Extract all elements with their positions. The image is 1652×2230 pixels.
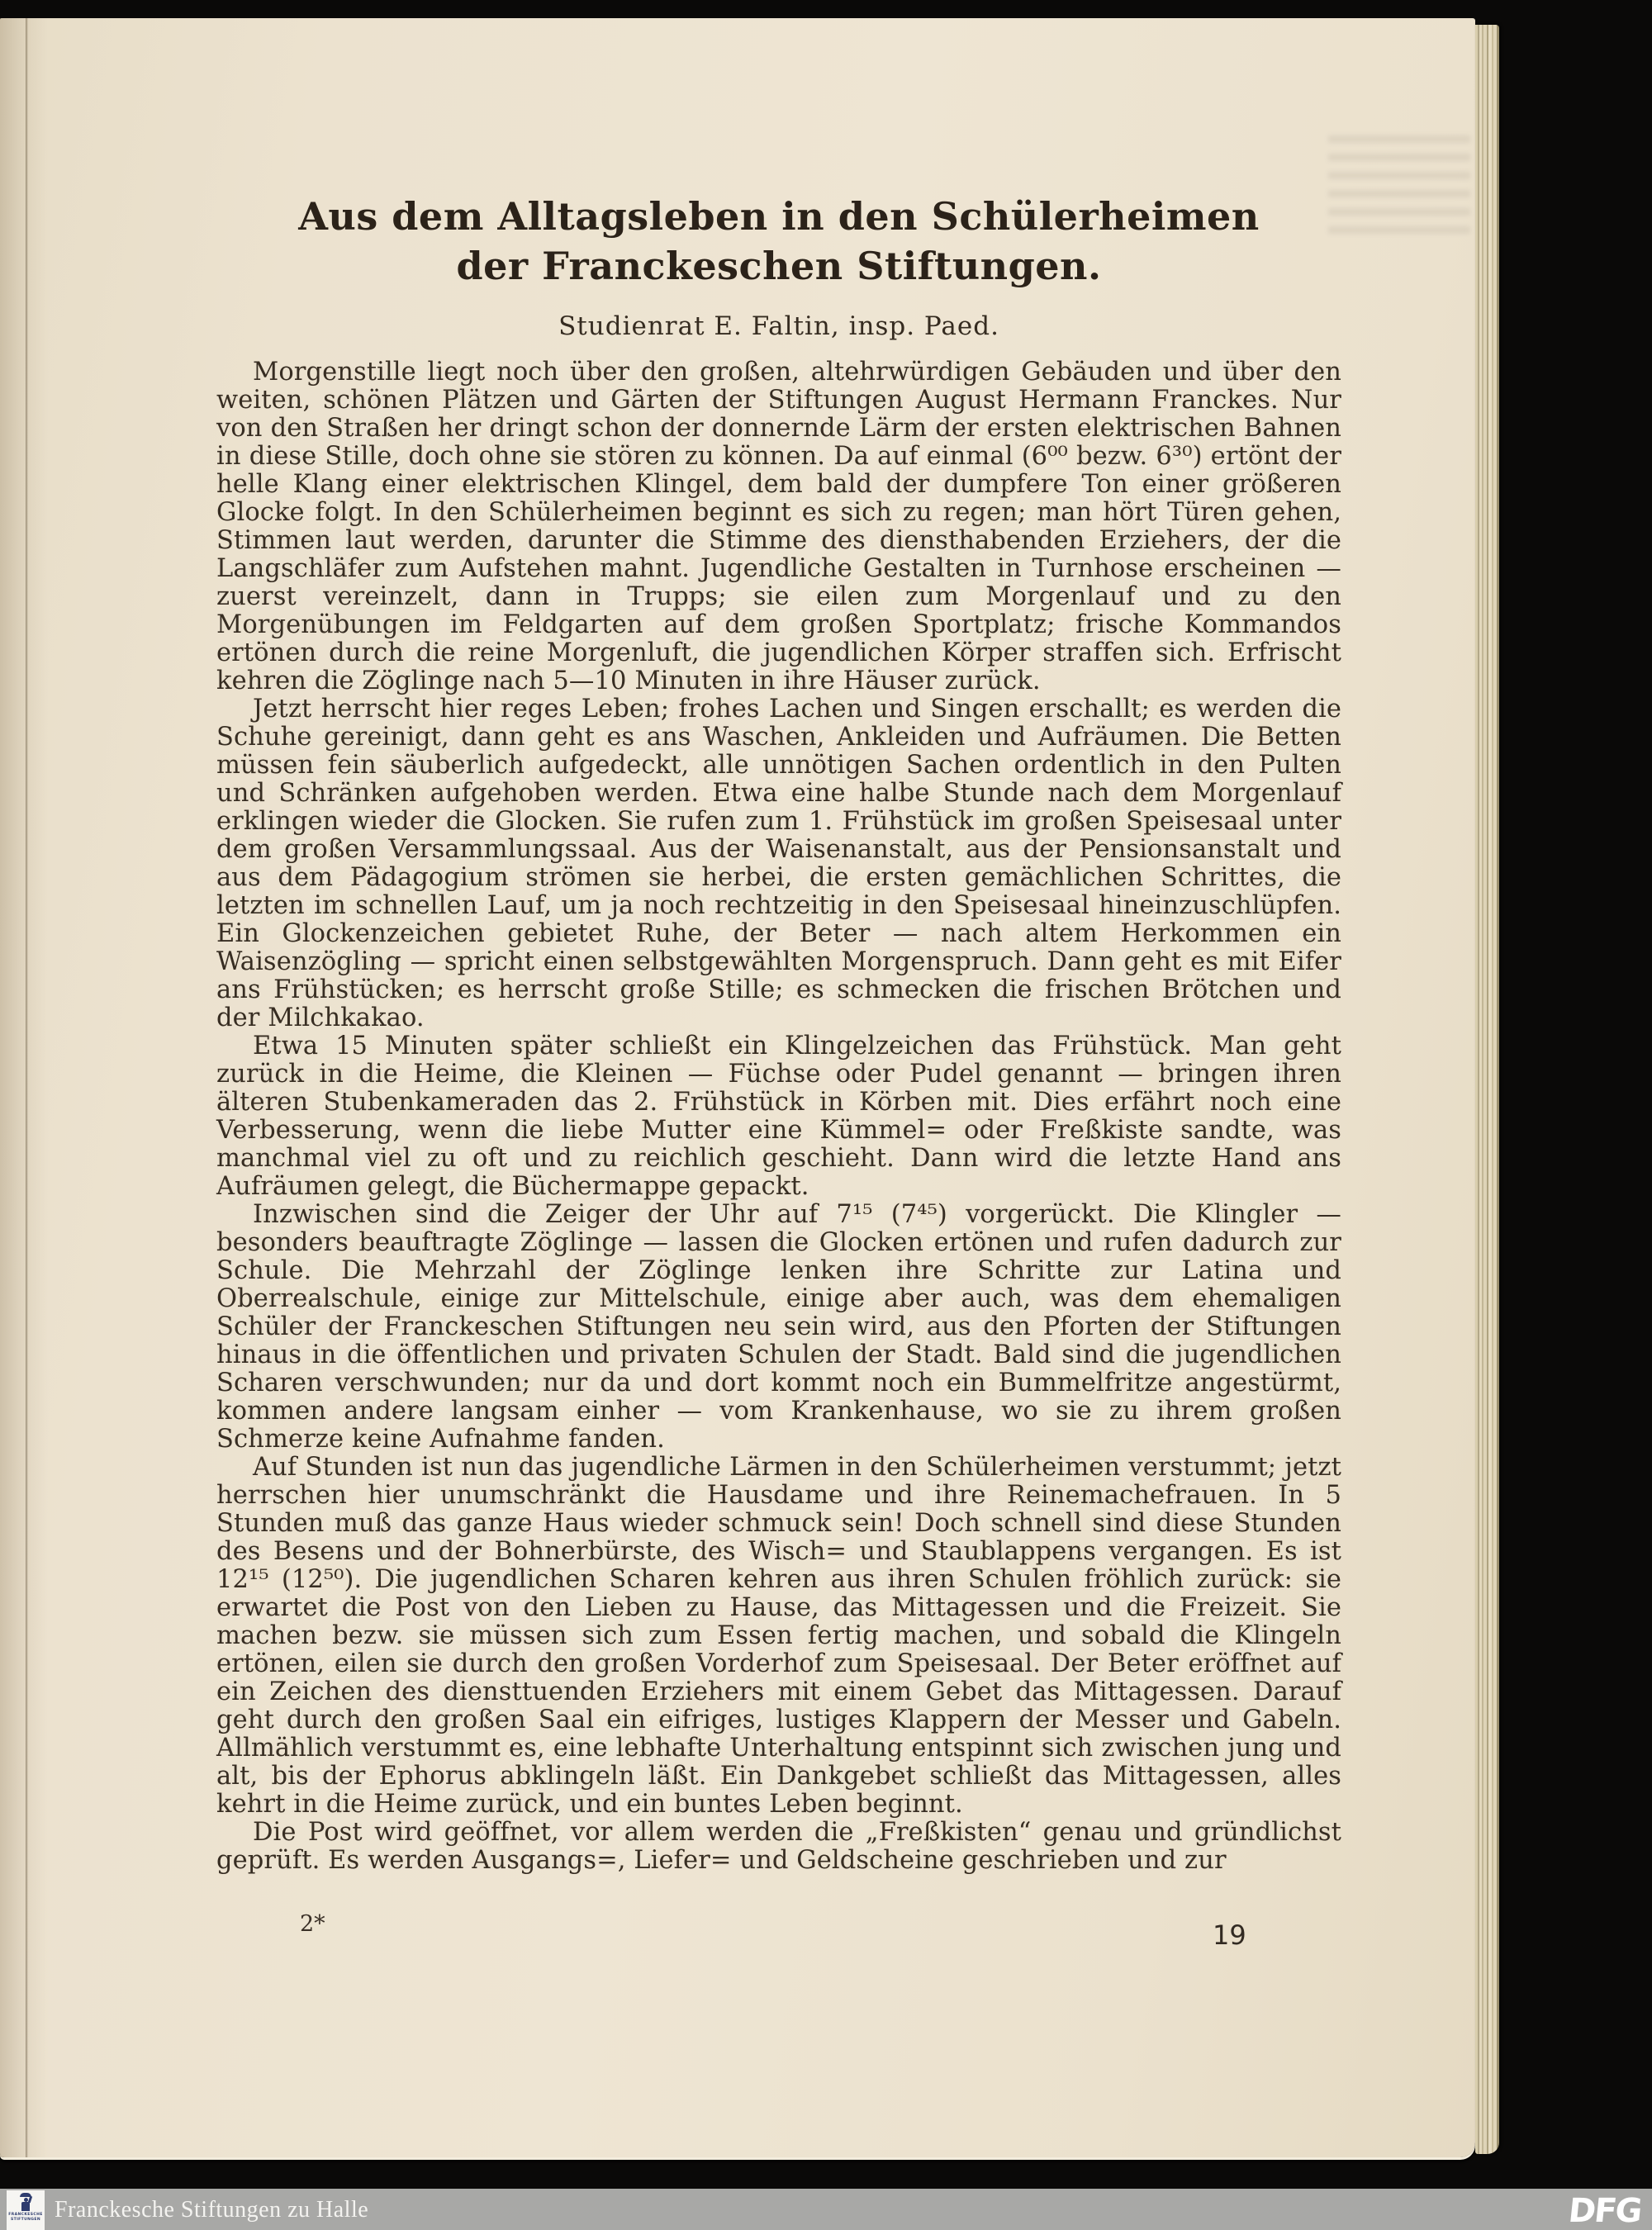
body-paragraph: Etwa 15 Minuten später schließt ein Klingelzeichen das Frühstück. Man geht zurück in die Heime, die Kleinen — Füchse oder Pudel genannt — bringen ihren älteren Stubenkameraden das 2. Frühstück in Körben mit. Dies erfährt noch eine Verbesserung, wenn die liebe Mutter eine Kümmel= oder Freßkiste sandte, was manchmal viel zu oft und zu reichlich geschieht. Dann wird die letzte Hand ans Aufräumen gelegt, die Büchermappe gepackt.: [216, 1032, 1341, 1201]
page-title: [216, 192, 1341, 291]
institution-label: Franckesche Stiftungen zu Halle: [55, 2197, 369, 2223]
institution-logo-caption-line-2: STIFTUNGEN: [10, 2217, 41, 2222]
body-text: [216, 358, 1341, 1875]
viewer-footer-bar: [0, 2189, 1652, 2230]
page-number: 19: [1213, 1919, 1246, 1951]
book-page-edges: [1475, 25, 1499, 2154]
page-title-line-1: Aus dem Alltagsleben in den Schülerheimen: [298, 194, 1260, 239]
page-title-line-2: der Franckeschen Stiftungen.: [456, 244, 1102, 288]
institution-logo: [7, 2190, 45, 2230]
body-paragraph: Die Post wird geöffnet, vor allem werden die „Freßkisten“ genau und gründlichst geprüft. Es werden Ausgangs=, Liefer= und Geldscheine geschrieben und zur: [216, 1818, 1341, 1875]
book-page-scan: [0, 18, 1475, 2157]
francke-statue-icon: [19, 2193, 32, 2211]
body-paragraph: Inzwischen sind die Zeiger der Uhr auf 7¹⁵ (7⁴⁵) vorgerückt. Die Klingler — besonders beauftragte Zöglinge — lassen die Glocken ertönen und rufen dadurch zur Schule. Die Mehrzahl der Zöglinge lenken ihre Schritte zur Latina und Oberrealschule, einige zur Mittelschule, einige aber auch, was dem ehemaligen Schüler der Franckeschen Stiftungen neu sein wird, aus den Pforten der Stiftungen hinaus in die öffentlichen und privaten Schulen der Stadt. Bald sind die jugendlichen Scharen verschwunden; nur da und dort kommt noch ein Bummelfritze angestürmt, kommen andere langsam einher — vom Krankenhause, wo sie zu ihrem großen Schmerze keine Aufnahme fanden.: [216, 1200, 1341, 1454]
page-content: [216, 192, 1341, 1875]
body-paragraph: Jetzt herrscht hier reges Leben; frohes Lachen und Singen erschallt; es werden die Schuhe gereinigt, dann geht es ans Waschen, Ankleiden und Aufräumen. Die Betten müssen fein säuberlich aufgedeckt, alle unnötigen Sachen ordentlich in den Pulten und Schränken aufgehoben werden. Etwa eine halbe Stunde nach dem Morgenlauf erklingen wieder die Glocken. Sie rufen zum 1. Frühstück im großen Speisesaal unter dem großen Versammlungssaal. Aus der Waisenanstalt, aus der Pensionsanstalt und aus dem Pädagogium strömen sie herbei, die ersten gemächlichen Schrittes, die letzten im schnellen Lauf, um ja noch rechtzeitig in den Speisesaal hineinzuschlüpfen. Ein Glockenzeichen gebietet Ruhe, der Beter — nach altem Herkommen ein Waisenzögling — spricht einen selbstgewählten Morgenspruch. Dann geht es mit Eifer ans Frühstücken; es herrscht große Stille; es schmecken die frischen Brötchen und der Milchkakao.: [216, 695, 1341, 1032]
institution-logo-caption-line-1: FRANCKESCHE: [8, 2213, 43, 2217]
dfg-logo: DFG: [1566, 2192, 1643, 2230]
gutter-crease: [26, 18, 28, 2157]
body-paragraph: Morgenstille liegt noch über den großen, altehrwürdigen Gebäuden und über den weiten, schönen Plätzen und Gärten der Stiftungen August Hermann Franckes. Nur von den Straßen her dringt schon der donnernde Lärm der ersten elektrischen Bahnen in diese Stille, doch ohne sie stören zu können. Da auf einmal (6⁰⁰ bezw. 6³⁰) ertönt der helle Klang einer elektrischen Klingel, dem bald der dumpfere Ton einer größeren Glocke folgt. In den Schülerheimen beginnt es sich zu regen; man hört Türen gehen, Stimmen laut werden, darunter die Stimme des diensthabenden Erziehers, der die Langschläfer zum Aufstehen mahnt. Jugendliche Gestalten in Turnhose erscheinen — zuerst vereinzelt, dann in Trupps; sie eilen zum Morgenlauf und zu den Morgenübungen im Feldgarten auf dem großen Sportplatz; frische Kommandos ertönen durch die reine Morgenluft, die jugendlichen Körper straffen sich. Erfrischt kehren die Zöglinge nach 5—10 Minuten in ihre Häuser zurück.: [216, 358, 1341, 695]
signature-mark: 2*: [300, 1911, 325, 1937]
body-paragraph: Auf Stunden ist nun das jugendliche Lärmen in den Schülerheimen verstummt; jetzt herrschen hier unumschränkt die Hausdame und ihre Reinemachefrauen. In 5 Stunden muß das ganze Haus wieder schmuck sein! Doch schnell sind diese Stunden des Besens und der Bohnerbürste, des Wisch= und Staublappens vergangen. Es ist 12¹⁵ (12⁵⁰). Die jugendlichen Scharen kehren aus ihren Schulen fröhlich zurück: sie erwartet die Post von den Lieben zu Hause, das Mittagessen und die Freizeit. Sie machen bezw. sie müssen sich zum Essen fertig machen, und sobald die Klingeln ertönen, eilen sie durch den großen Vorderhof zum Speisesaal. Der Beter eröffnet auf ein Zeichen des diensttuenden Erziehers mit einem Gebet das Mittagessen. Darauf geht durch den großen Saal ein eifriges, lustiges Klappern der Messer und Gabeln. Allmählich verstummt es, eine lebhafte Unterhaltung entspinnt sich zwischen jung und alt, bis der Ephorus abklingeln läßt. Ein Dankgebet schließt das Mittagessen, alles kehrt in die Heime zurück, und ein buntes Leben beginnt.: [216, 1453, 1341, 1819]
institution-logo-caption: [8, 2213, 42, 2222]
reverse-side-showthrough: [1328, 135, 1470, 241]
byline: Studienrat E. Faltin, insp. Paed.: [558, 311, 999, 341]
